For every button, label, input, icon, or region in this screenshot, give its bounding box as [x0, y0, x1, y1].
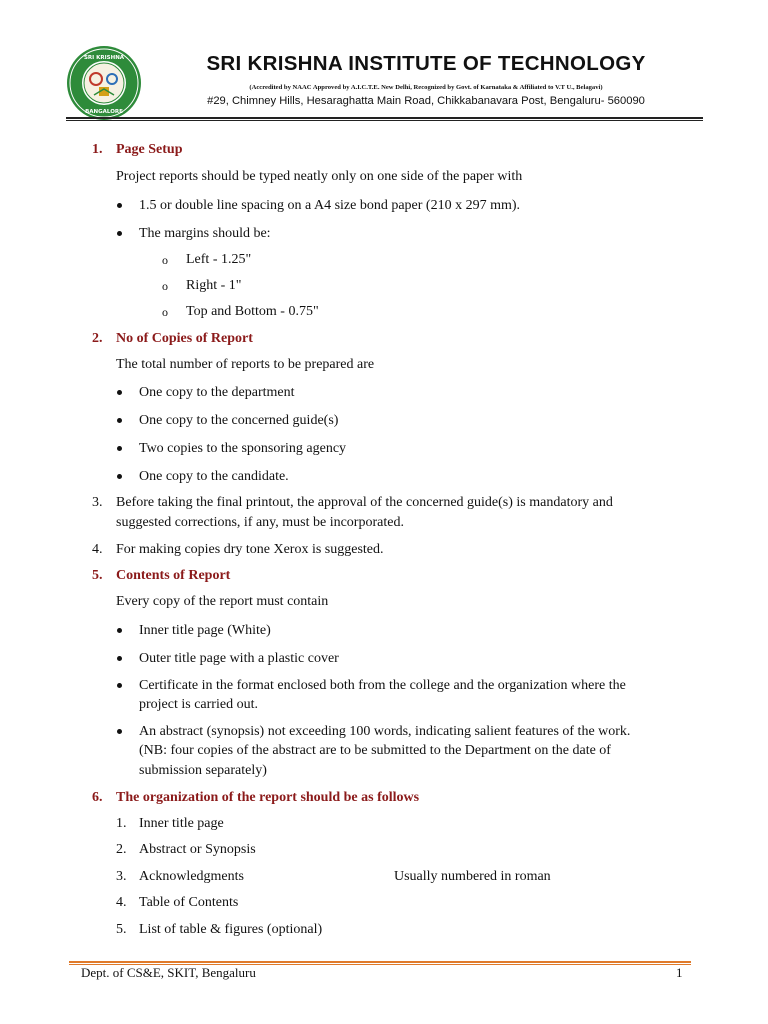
sub-bullet-icon: o	[162, 305, 168, 319]
paragraph: For making copies dry tone Xerox is suggested.	[116, 542, 384, 557]
paragraph-line: suggested corrections, if any, must be incorporated.	[116, 515, 404, 530]
list-item: Top and Bottom - 0.75"	[186, 304, 319, 319]
item-number: 5.	[116, 922, 127, 937]
list-item: Acknowledgments	[139, 869, 244, 884]
list-item: An abstract (synopsis) not exceeding 100 words, indicating salient features of the work.	[139, 724, 631, 739]
bullet-icon	[117, 203, 122, 208]
list-item-continuation: (NB: four copies of the abstract are to be submitted to the Department on the date of	[139, 743, 611, 758]
section-title: Contents of Report	[116, 568, 231, 583]
header-rule-thin	[66, 120, 703, 121]
list-item: 1.5 or double line spacing on a A4 size bond paper (210 x 297 mm).	[139, 198, 521, 213]
section-number: 4.	[92, 542, 103, 557]
institute-name: SRI KRISHNA INSTITUTE OF TECHNOLOGY	[206, 52, 646, 75]
list-item: One copy to the department	[139, 385, 295, 400]
list-item-continuation: project is carried out.	[139, 697, 258, 712]
list-item: Inner title page (White)	[139, 623, 271, 638]
bullet-icon	[117, 474, 122, 479]
section-number: 6.	[92, 790, 103, 805]
svg-text:BANGALORE: BANGALORE	[85, 109, 123, 115]
list-item: Two copies to the sponsoring agency	[139, 441, 347, 456]
list-item: The margins should be:	[139, 226, 271, 241]
bullet-icon	[117, 729, 122, 734]
bullet-icon	[117, 446, 122, 451]
svg-text:SRI KRISHNA: SRI KRISHNA	[83, 55, 125, 61]
bullet-icon	[117, 390, 122, 395]
bullet-icon	[117, 656, 122, 661]
list-item: Outer title page with a plastic cover	[139, 651, 339, 666]
item-number: 3.	[116, 869, 127, 884]
paragraph: Project reports should be typed neatly only on one side of the paper with	[116, 169, 523, 184]
section-number: 5.	[92, 568, 103, 583]
bullet-icon	[117, 418, 122, 423]
institute-logo	[66, 45, 142, 121]
accreditation-note: (Accredited by NAAC Approved by A.I.C.T.E. New Delhi, Recognized by Govt. of Karnataka & Affiliated to V.T U., Belagavi)	[249, 84, 603, 91]
list-item: Inner title page	[139, 816, 224, 831]
section-number: 3.	[92, 495, 103, 510]
list-item: Certificate in the format enclosed both from the college and the organization where the	[139, 678, 626, 693]
letterhead	[0, 0, 768, 122]
list-item: Table of Contents	[139, 895, 239, 910]
item-number: 1.	[116, 816, 127, 831]
bullet-icon	[117, 628, 122, 633]
list-item-continuation: submission separately)	[139, 763, 267, 778]
bullet-icon	[117, 683, 122, 688]
paragraph: The total number of reports to be prepared are	[116, 357, 375, 372]
section-number: 2.	[92, 331, 103, 346]
section-title: Page Setup	[116, 142, 183, 157]
sub-bullet-icon: o	[162, 279, 168, 293]
section-number: 1.	[92, 142, 103, 157]
sub-bullet-icon: o	[162, 253, 168, 267]
item-number: 4.	[116, 895, 127, 910]
list-item: Left - 1.25"	[186, 252, 252, 267]
paragraph-line: Before taking the final printout, the approval of the concerned guide(s) is mandatory and	[116, 495, 613, 510]
section-title: No of Copies of Report	[116, 331, 253, 346]
footer-rule	[69, 961, 691, 963]
footer-department: Dept. of CS&E, SKIT, Bengaluru	[81, 965, 256, 980]
page-number: 1	[676, 965, 683, 980]
header-rule-thick	[66, 117, 703, 119]
institute-address: #29, Chimney Hills, Hesaraghatta Main Road, Chikkabanavara Post, Bengaluru- 560090	[207, 95, 645, 107]
bullet-icon	[117, 231, 122, 236]
paragraph: Every copy of the report must contain	[116, 594, 329, 609]
list-item: Right - 1"	[186, 278, 242, 293]
item-note: Usually numbered in roman	[394, 869, 551, 884]
list-item: One copy to the concerned guide(s)	[139, 413, 339, 428]
list-item: Abstract or Synopsis	[139, 842, 256, 857]
section-title: The organization of the report should be as follows	[116, 790, 420, 805]
list-item: List of table & figures (optional)	[139, 922, 323, 937]
item-number: 2.	[116, 842, 127, 857]
list-item: One copy to the candidate.	[139, 469, 289, 484]
